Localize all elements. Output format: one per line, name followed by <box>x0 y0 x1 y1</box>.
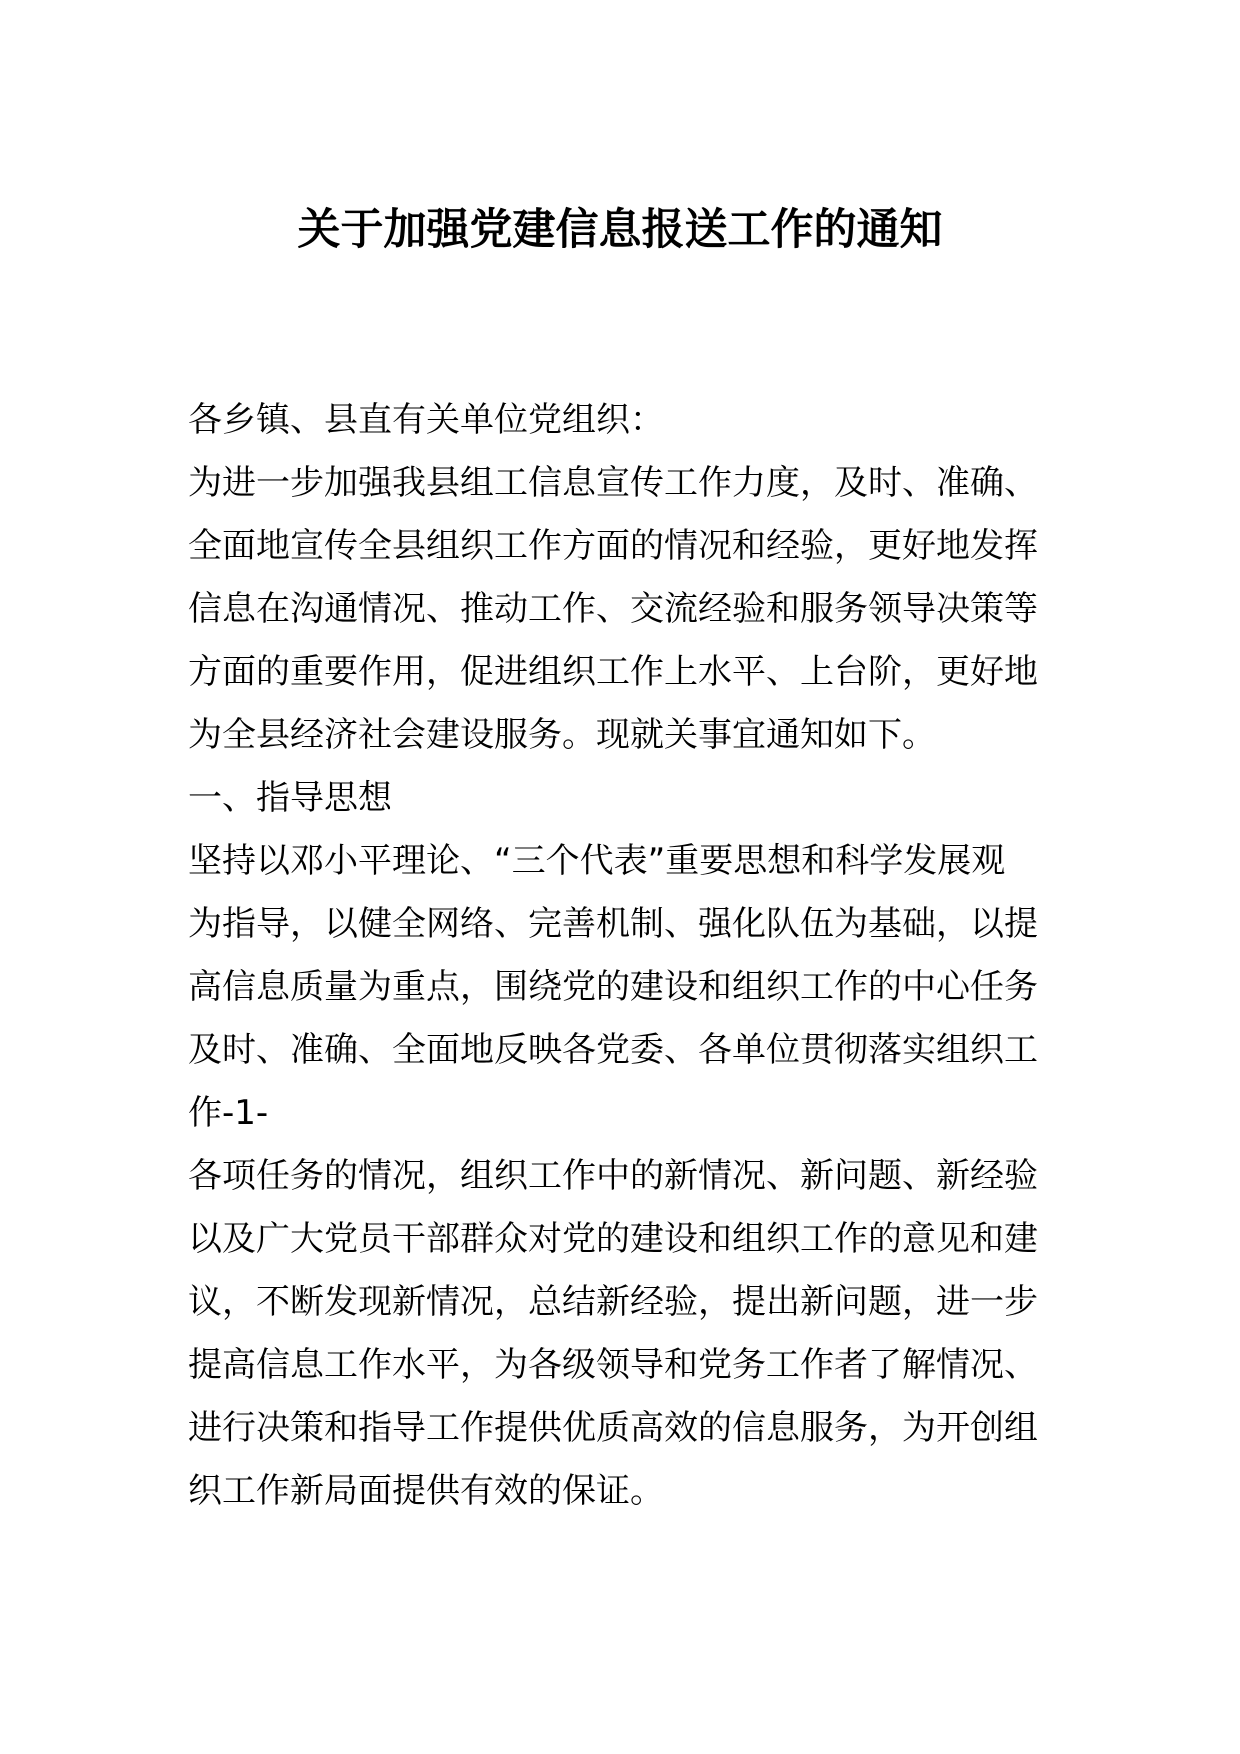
body-line: 为进一步加强我县组工信息宣传工作力度，及时、准确、 <box>188 463 1038 503</box>
body-line: 高信息质量为重点，围绕党的建设和组织工作的中心任务 <box>188 967 1038 1007</box>
body-line: 以及广大党员干部群众对党的建设和组织工作的意见和建 <box>188 1219 1038 1259</box>
body-line: 织工作新局面提供有效的保证。 <box>188 1471 664 1511</box>
body-line: 各项任务的情况，组织工作中的新情况、新问题、新经验 <box>188 1156 1038 1196</box>
body-line: 坚持以邓小平理论、“三个代表”重要思想和科学发展观 <box>188 841 1006 881</box>
body-line: 提高信息工作水平，为各级领导和党务工作者了解情况、 <box>188 1345 1038 1385</box>
section-heading: 一、指导思想 <box>188 778 392 818</box>
document-title: 关于加强党建信息报送工作的通知 <box>297 205 943 255</box>
body-line: 为指导，以健全网络、完善机制、强化队伍为基础，以提 <box>188 904 1038 944</box>
body-line: 各乡镇、县直有关单位党组织： <box>188 400 664 440</box>
body-line: 信息在沟通情况、推动工作、交流经验和服务领导决策等 <box>188 589 1038 629</box>
body-line: 进行决策和指导工作提供优质高效的信息服务，为开创组 <box>188 1408 1038 1448</box>
body-line-with-page-marker: 作-1- <box>188 1093 269 1133</box>
body-line: 方面的重要作用，促进组织工作上水平、上台阶，更好地 <box>188 652 1038 692</box>
body-line: 为全县经济社会建设服务。现就关事宜通知如下。 <box>188 715 936 755</box>
body-line: 议，不断发现新情况，总结新经验，提出新问题，进一步 <box>188 1282 1038 1322</box>
body-line: 全面地宣传全县组织工作方面的情况和经验，更好地发挥 <box>188 526 1038 566</box>
body-line: 及时、准确、全面地反映各党委、各单位贯彻落实组织工 <box>188 1030 1038 1070</box>
document-body <box>188 389 1068 1523</box>
